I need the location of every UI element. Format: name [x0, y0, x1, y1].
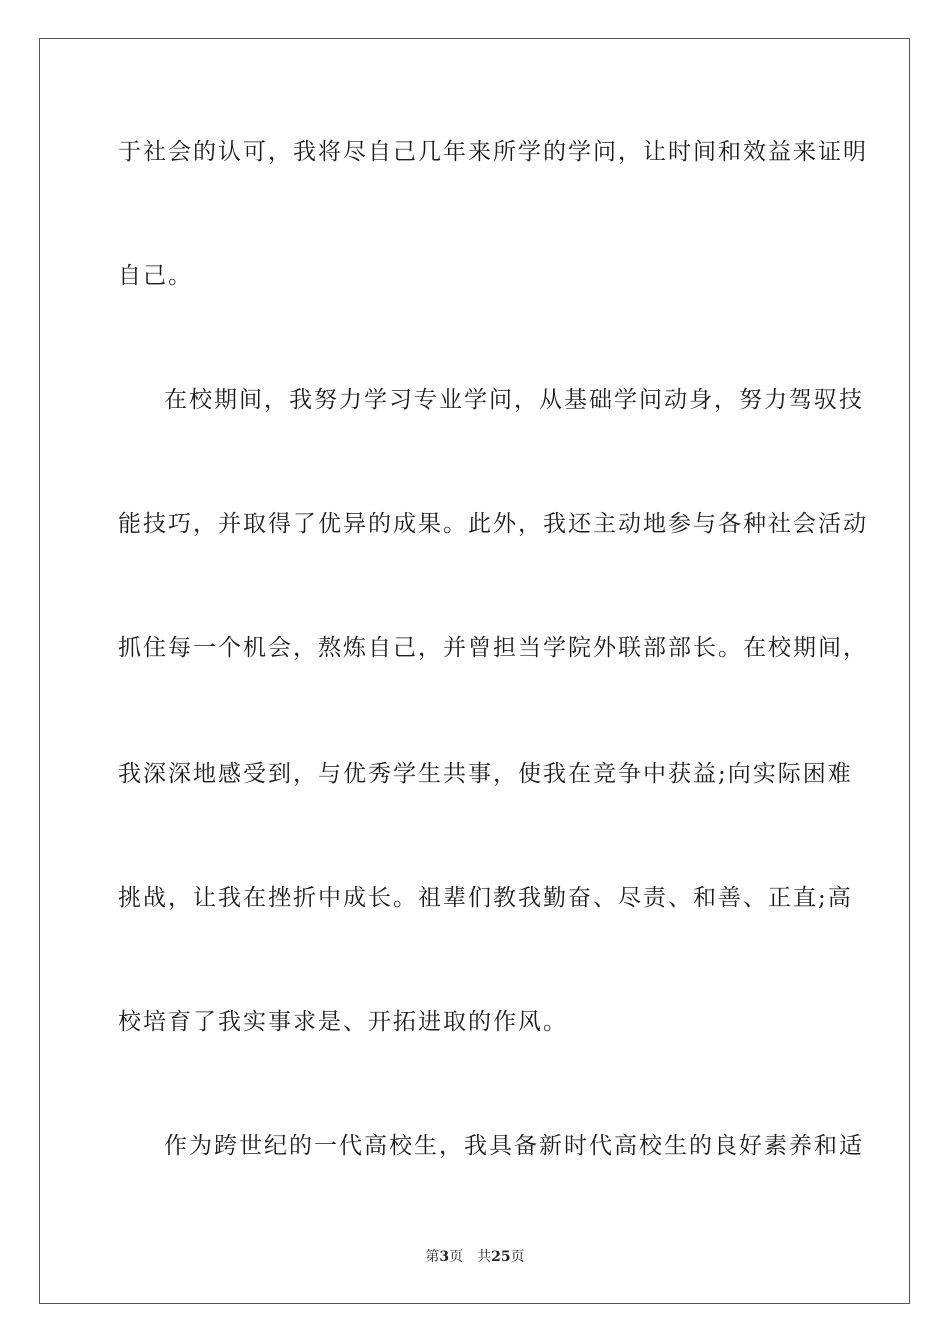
text-line-6: 我深深地感受到，与优秀学生共事，使我在竞争中获益;向实际困难 [118, 761, 853, 787]
footer-total-suffix: 页 [510, 1249, 525, 1265]
text-line-8: 校培育了我实事求是、开拓进取的作风。 [118, 1009, 568, 1035]
footer-page-prefix: 第 [425, 1249, 440, 1265]
text-line-7: 挑战，让我在挫折中成长。祖辈们教我勤奋、尽责、和善、正直;高 [118, 885, 853, 911]
text-line-1: 于社会的认可，我将尽自己几年来所学的学问，让时间和效益来证明 [118, 139, 868, 165]
page-footer [0, 1248, 950, 1266]
footer-total-number: 25 [491, 1249, 511, 1265]
text-line-4: 能技巧，并取得了优异的成果。此外，我还主动地参与各种社会活动 [118, 511, 868, 537]
text-line-9: 作为跨世纪的一代高校生，我具备新时代高校生的良好素养和适 [164, 1133, 864, 1159]
footer-total-prefix: 共 [477, 1249, 492, 1265]
text-line-2: 自己。 [118, 263, 193, 289]
page-frame [39, 38, 910, 1304]
footer-page-number: 3 [439, 1249, 450, 1265]
text-line-3: 在校期间，我努力学习专业学问，从基础学问动身，努力驾驭技 [164, 387, 864, 413]
footer-page-suffix: 页 [449, 1249, 464, 1265]
text-line-5: 抓住每一个机会，熬炼自己，并曾担当学院外联部部长。在校期间， [118, 635, 868, 661]
